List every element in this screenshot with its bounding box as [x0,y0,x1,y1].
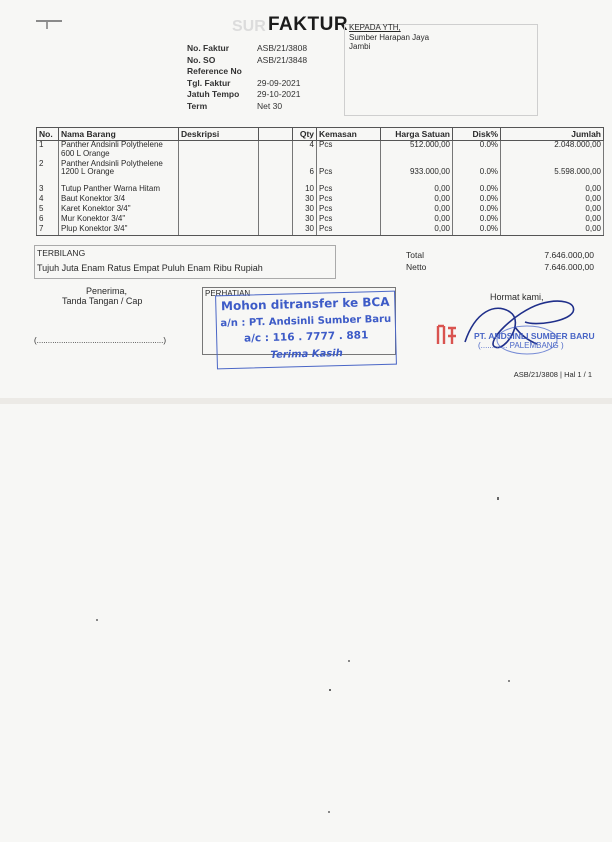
table-row [37,141,604,160]
total-label: Total [406,250,424,260]
page-reference: ASB/21/3808 | Hal 1 / 1 [513,370,592,379]
col-header-name: Nama Barang [59,128,179,141]
table-row [37,225,604,236]
recipient-box [344,24,538,116]
col-header-unit: Kemasan [317,128,381,141]
paper-speck [497,497,499,500]
recipient-label: KEPADA YTH, [349,23,401,32]
cell-qty: 10 [293,185,317,195]
cell-disc: 0.0% [453,225,501,236]
items-table [36,127,604,236]
cell-total: 0,00 [501,185,604,195]
cell-blank [259,141,293,160]
cell-name: Baut Konektor 3/4 [59,195,179,205]
cell-unit: Pcs [317,185,381,195]
col-header-blank [259,128,293,141]
cell-unit: Pcs [317,225,381,236]
regards-label: Hormat kami, [490,292,544,302]
receiver-signature-line: (.........................................................) [34,336,167,345]
cell-qty: 30 [293,225,317,236]
company-city: PALEMBANG [509,341,559,350]
cell-price: 0,00 [381,185,453,195]
meta-label: Term [187,100,208,111]
recipient-name: Sumber Harapan Jaya [349,33,430,42]
amount-in-words-text: Tujuh Juta Enam Ratus Empat Puluh Enam Ribu Rupiah [37,263,263,273]
meta-row [187,101,337,113]
cell-blank [259,160,293,185]
faded-header-text: SUR [232,18,266,35]
cell-no: 3 [37,185,59,195]
handwritten-signature [455,282,580,362]
cell-desc [179,215,259,225]
cell-price: 512.000,00 [381,141,453,160]
cell-qty: 30 [293,195,317,205]
cell-disc: 0.0% [453,185,501,195]
total-value: 7.646.000,00 [544,250,594,260]
staple-mark [36,20,62,22]
cell-name: Panther Andsinli Polythelene 600 L Orange [59,141,179,160]
cell-name: Plup Konektor 3/4" [59,225,179,236]
paper-speck [329,689,331,691]
cell-blank [259,205,293,215]
company-name: PT. ANDSINLI SUMBER BARU [474,331,595,341]
amount-in-words-box [34,245,336,279]
company-city-row [478,341,564,350]
cell-price: 0,00 [381,225,453,236]
meta-row [187,89,337,101]
cell-disc: 0.0% [453,205,501,215]
bank-transfer-stamp [215,291,397,370]
meta-value: Net 30 [257,100,283,111]
meta-value: ASB/21/3848 [257,54,308,65]
cell-price: 0,00 [381,215,453,225]
table-header-row [37,128,604,141]
cell-disc: 0.0% [453,141,501,160]
cell-blank [259,215,293,225]
meta-value: ASB/21/3808 [257,43,308,53]
cell-unit: Pcs [317,195,381,205]
paper-speck [348,660,350,662]
cell-price: 0,00 [381,195,453,205]
cell-no: 7 [37,225,59,236]
cell-name: Mur Konektor 3/4" [59,215,179,225]
cell-no: 6 [37,215,59,225]
paper-speck [508,680,510,682]
cell-disc: 0.0% [453,195,501,205]
stamp-line-2: a/n : PT. Andsinli Sumber Baru [220,313,392,330]
meta-label: Tgl. Faktur [187,77,231,88]
cell-desc [179,160,259,185]
meta-value: 29-10-2021 [257,89,301,99]
netto-value: 7.646.000,00 [544,262,594,272]
cell-no: 5 [37,205,59,215]
meta-label: Reference No [187,66,242,76]
meta-label: Jatuh Tempo [187,89,240,99]
cell-blank [259,195,293,205]
cell-price: 0,00 [381,205,453,215]
stamp-line-3: a/c : 116 . 7777 . 881 [243,329,369,345]
stamp-line-1: Mohon ditransfer ke BCA [220,294,390,314]
cell-desc [179,141,259,160]
table-row [37,215,604,225]
cell-blank [259,185,293,195]
receiver-sublabel: Tanda Tangan / Cap [62,296,143,306]
cell-total: 0,00 [501,225,604,236]
col-header-price: Harga Satuan [381,128,453,141]
col-header-no: No. [37,128,59,141]
meta-row [187,78,337,90]
receiver-label: Penerima, [86,286,128,296]
recipient-city: Jambi [349,42,371,51]
amount-in-words-label: TERBILANG [37,248,86,258]
meta-label: No. SO [187,54,216,65]
cell-total: 0,00 [501,205,604,215]
table-row [37,160,604,185]
city-open-paren: (............ [478,341,508,350]
cell-unit: Pcs [317,215,381,225]
cell-disc: 0.0% [453,160,501,185]
cell-desc [179,195,259,205]
cell-name: Karet Konektor 3/4" [59,205,179,215]
cell-total: 2.048.000,00 [501,141,604,160]
cell-disc: 0.0% [453,215,501,225]
table-row [37,195,604,205]
cell-qty: 30 [293,205,317,215]
cell-desc [179,185,259,195]
meta-row [187,43,337,55]
meta-row [187,66,337,78]
cell-unit: Pcs [317,205,381,215]
cell-no: 2 [37,160,59,185]
stamp-line-4: Terima Kasih [270,348,343,361]
table-row [37,185,604,195]
invoice-title: FAKTUR [268,14,349,35]
meta-row [187,55,337,67]
cell-blank [259,225,293,236]
cell-no: 4 [37,195,59,205]
cell-unit: Pcs [317,141,381,160]
col-header-qty: Qty [293,128,317,141]
meta-label: No. Faktur [187,43,230,53]
cell-no: 1 [37,141,59,160]
col-header-desc: Deskripsi [179,128,259,141]
cell-total: 5.598.000,00 [501,160,604,185]
paper-speck [96,619,98,621]
cell-name: Tutup Panther Warna Hitam [59,185,179,195]
cell-qty: 6 [293,160,317,185]
cell-unit: Pcs [317,160,381,185]
cell-desc [179,225,259,236]
col-header-disc: Disk% [453,128,501,141]
cell-total: 0,00 [501,195,604,205]
city-close-paren: ) [561,341,564,350]
col-header-total: Jumlah [501,128,604,141]
netto-label: Netto [406,262,427,272]
cell-desc [179,205,259,215]
paper-fold-edge [0,398,612,404]
invoice-meta [187,43,337,112]
cell-price: 933.000,00 [381,160,453,185]
table-row [37,205,604,215]
staple-mark-stem [46,22,48,29]
paper-speck [328,811,330,813]
cell-total: 0,00 [501,215,604,225]
attention-label: PERHATIAN [205,289,251,298]
cell-qty: 4 [293,141,317,160]
meta-value: 29-09-2021 [257,77,301,88]
cell-name: Panther Andsinli Polythelene 1200 L Orange [59,160,179,185]
cell-qty: 30 [293,215,317,225]
